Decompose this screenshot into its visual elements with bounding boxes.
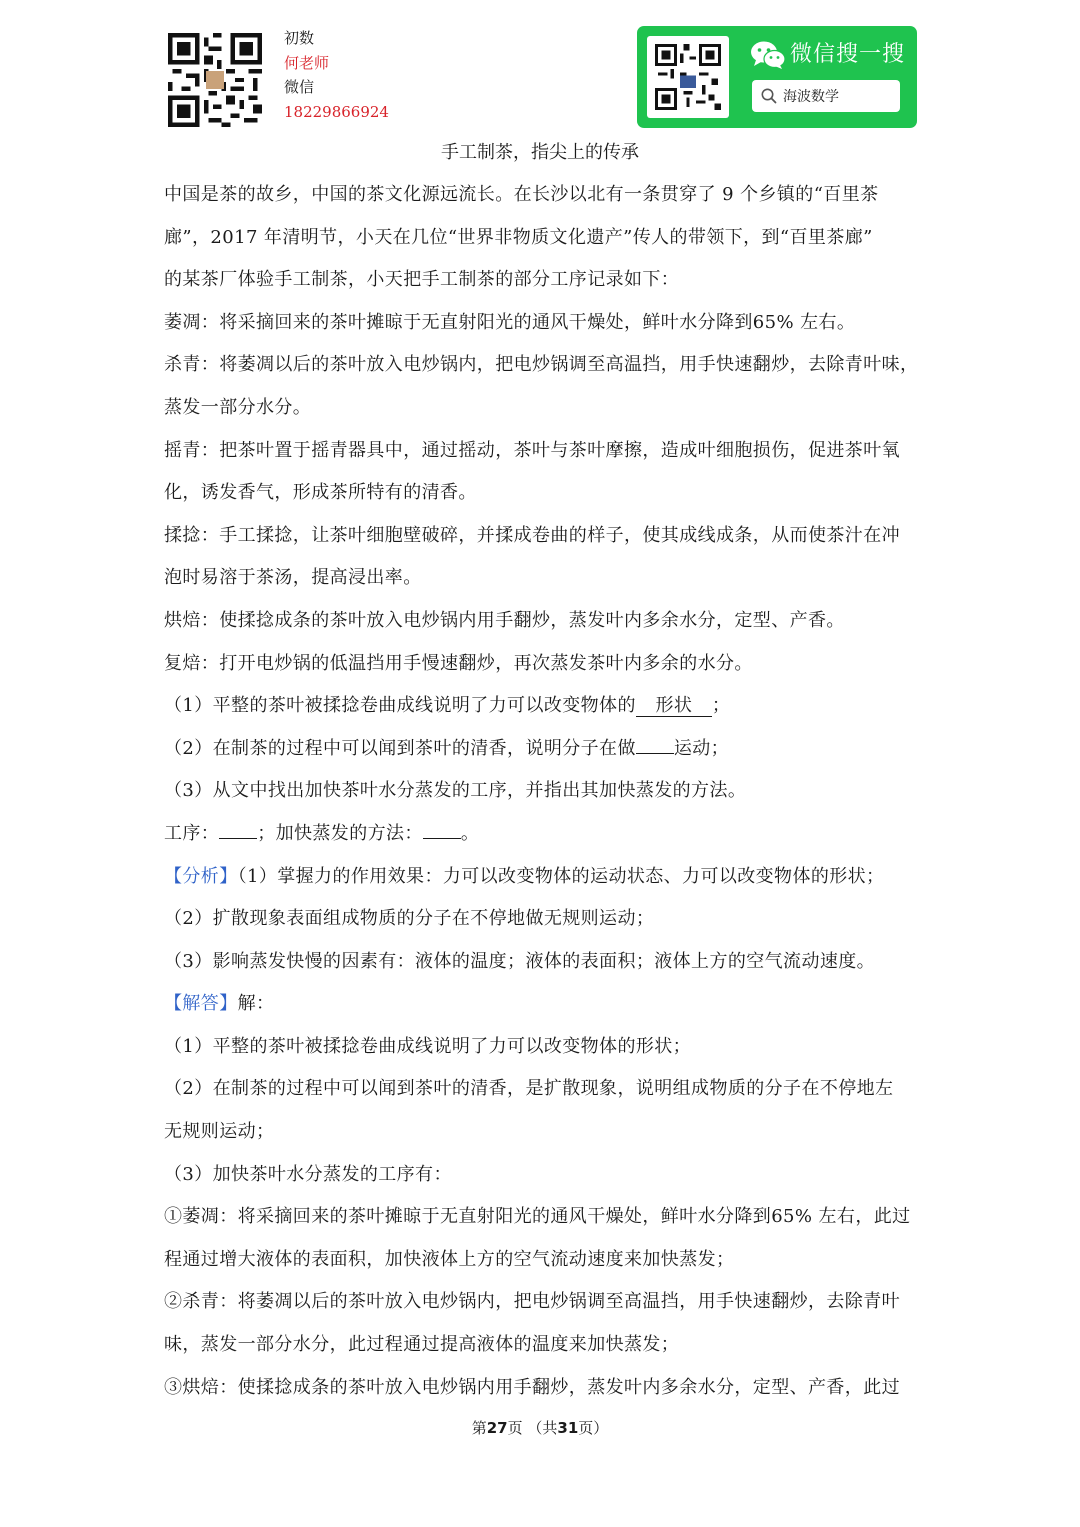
contact-line-teacher: 何老师	[284, 53, 330, 72]
step-line: 烘焙：使揉捻成条的茶叶放入电炒锅内用手翻炒，蒸发叶内多余水分，定型、产香。	[164, 609, 845, 631]
question-2-answer-blank	[636, 753, 674, 754]
question-1-answer-blank: 形状	[636, 696, 712, 717]
footer-prefix: 第	[471, 1419, 487, 1437]
step-line: 揉捻：手工揉捻，让茶叶细胞壁破碎，并揉成卷曲的样子，使其成线成条，从而使茶汁在冲	[164, 524, 900, 546]
process-label: 工序：	[164, 822, 220, 844]
analysis-tag: 【分析】	[164, 865, 238, 887]
wechat-qr-frame	[647, 36, 729, 118]
answer-line: （1）平整的茶叶被揉捻卷曲成线说明了力可以改变物体的形状；	[164, 1035, 692, 1057]
step-line: 化，诱发香气，形成茶所特有的清香。	[164, 482, 477, 504]
document-title: 手工制茶，指尖上的传承	[441, 142, 639, 163]
intro-line: 中国是茶的故乡，中国的茶文化源远流长。在长沙以北有一条贯穿了 9 个乡镇的“百里茶	[164, 184, 879, 205]
answer-line: 味，蒸发一部分水分，此过程通过提高液体的温度来加快蒸发；	[164, 1334, 680, 1356]
intro-line: 廊”，2017 年清明节，小天在几位“世界非物质文化遗产”传人的带领下，到“百里茶廊”	[164, 226, 873, 248]
method-label: ；加快蒸发的方法：	[257, 822, 423, 844]
answer-intro: 解：	[237, 993, 275, 1015]
qr-code-icon	[655, 44, 721, 110]
answer-line: 程通过增大液体的表面积，加快液体上方的空气流动速度来加快蒸发；	[164, 1248, 735, 1270]
wechat-search-query: 海波数学	[783, 89, 839, 105]
search-icon	[760, 87, 778, 105]
page-header	[0, 0, 1080, 135]
step-line: 杀青：将萎凋以后的茶叶放入电炒锅内，把电炒锅调至高温挡，用手快速翻炒，去除青叶味，	[164, 354, 919, 376]
question-1-end: ；	[711, 695, 731, 717]
contact-info	[284, 26, 389, 124]
method-answer-blank	[423, 838, 461, 839]
contact-line-subject: 初数	[284, 29, 315, 47]
process-answer-blank	[219, 838, 257, 839]
answer-line: ①萎凋：将采摘回来的茶叶摊晾于无直射阳光的通风干燥处，鲜叶水分降到65% 左右，此过	[164, 1206, 911, 1228]
analysis-text: （1）掌握力的作用效果：力可以改变物体的运动状态、力可以改变物体的形状；	[237, 865, 885, 887]
answer-line: ③烘焙：使揉捻成条的茶叶放入电炒锅内用手翻炒，蒸发叶内多余水分，定型、产香，此过	[164, 1376, 900, 1398]
analysis-line: （2）扩散现象表面组成物质的分子在不停地做无规则运动；	[164, 908, 655, 930]
step-line: 萎凋：将采摘回来的茶叶摊晾于无直射阳光的通风干燥处，鲜叶水分降到65% 左右。	[164, 311, 856, 333]
answer-line: ②杀青：将萎凋以后的茶叶放入电炒锅内，把电炒锅调至高温挡，用手快速翻炒，去除青叶	[164, 1291, 900, 1313]
answer-line: 无规则运动；	[164, 1121, 275, 1143]
answer-line: （3）加快茶叶水分蒸发的工序有：	[164, 1163, 452, 1185]
question-1-text: （1）平整的茶叶被揉捻卷曲成线说明了力可以改变物体的	[164, 695, 636, 717]
answer-heading	[164, 983, 920, 1026]
current-page-number: 27	[486, 1419, 508, 1437]
step-line: 摇青：把茶叶置于摇青器具中，通过摇动，茶叶与茶叶摩擦，造成叶细胞损伤，促进茶叶氧	[164, 439, 900, 461]
document-body	[164, 174, 920, 1409]
question-1	[164, 685, 920, 728]
wechat-search-title: 微信搜一搜	[790, 42, 906, 67]
footer-middle: 页 （共	[507, 1419, 558, 1437]
analysis-line: （3）影响蒸发快慢的因素有：液体的温度；液体的表面积；液体上方的空气流动速度。	[164, 950, 876, 972]
question-2	[164, 728, 920, 771]
step-line: 复焙：打开电炒锅的低温挡用手慢速翻炒，再次蒸发茶叶内多余的水分。	[164, 652, 753, 674]
page-footer	[0, 1417, 1080, 1439]
contact-line-phone: 18229866924	[284, 102, 389, 121]
step-line: 蒸发一部分水分。	[164, 396, 312, 418]
question-3: （3）从文中找出加快茶叶水分蒸发的工序，并指出其加快蒸发的方法。	[164, 780, 747, 802]
wechat-logo-icon	[750, 40, 786, 70]
contact-line-wechat: 微信	[284, 78, 315, 96]
answer-line: （2）在制茶的过程中可以闻到茶叶的清香，是扩散现象，说明组成物质的分子在不停地左	[164, 1078, 894, 1100]
answer-tag: 【解答】	[164, 993, 238, 1015]
qr-code-icon	[168, 33, 262, 127]
question-2-text: （2）在制茶的过程中可以闻到茶叶的清香，说明分子在做	[164, 737, 636, 759]
footer-suffix: 页）	[578, 1419, 609, 1437]
analysis-line	[164, 856, 920, 899]
question-2-end: 运动；	[673, 737, 730, 759]
wechat-search-box[interactable]	[752, 80, 900, 112]
step-line: 泡时易溶于茶汤，提高浸出率。	[164, 567, 422, 589]
total-page-count: 31	[557, 1419, 579, 1437]
question-3-answer	[164, 813, 920, 856]
intro-line: 的某茶厂体验手工制茶，小天把手工制茶的部分工序记录如下：	[164, 269, 680, 291]
question-3-end: 。	[460, 822, 480, 844]
wechat-search-card[interactable]	[637, 26, 917, 128]
